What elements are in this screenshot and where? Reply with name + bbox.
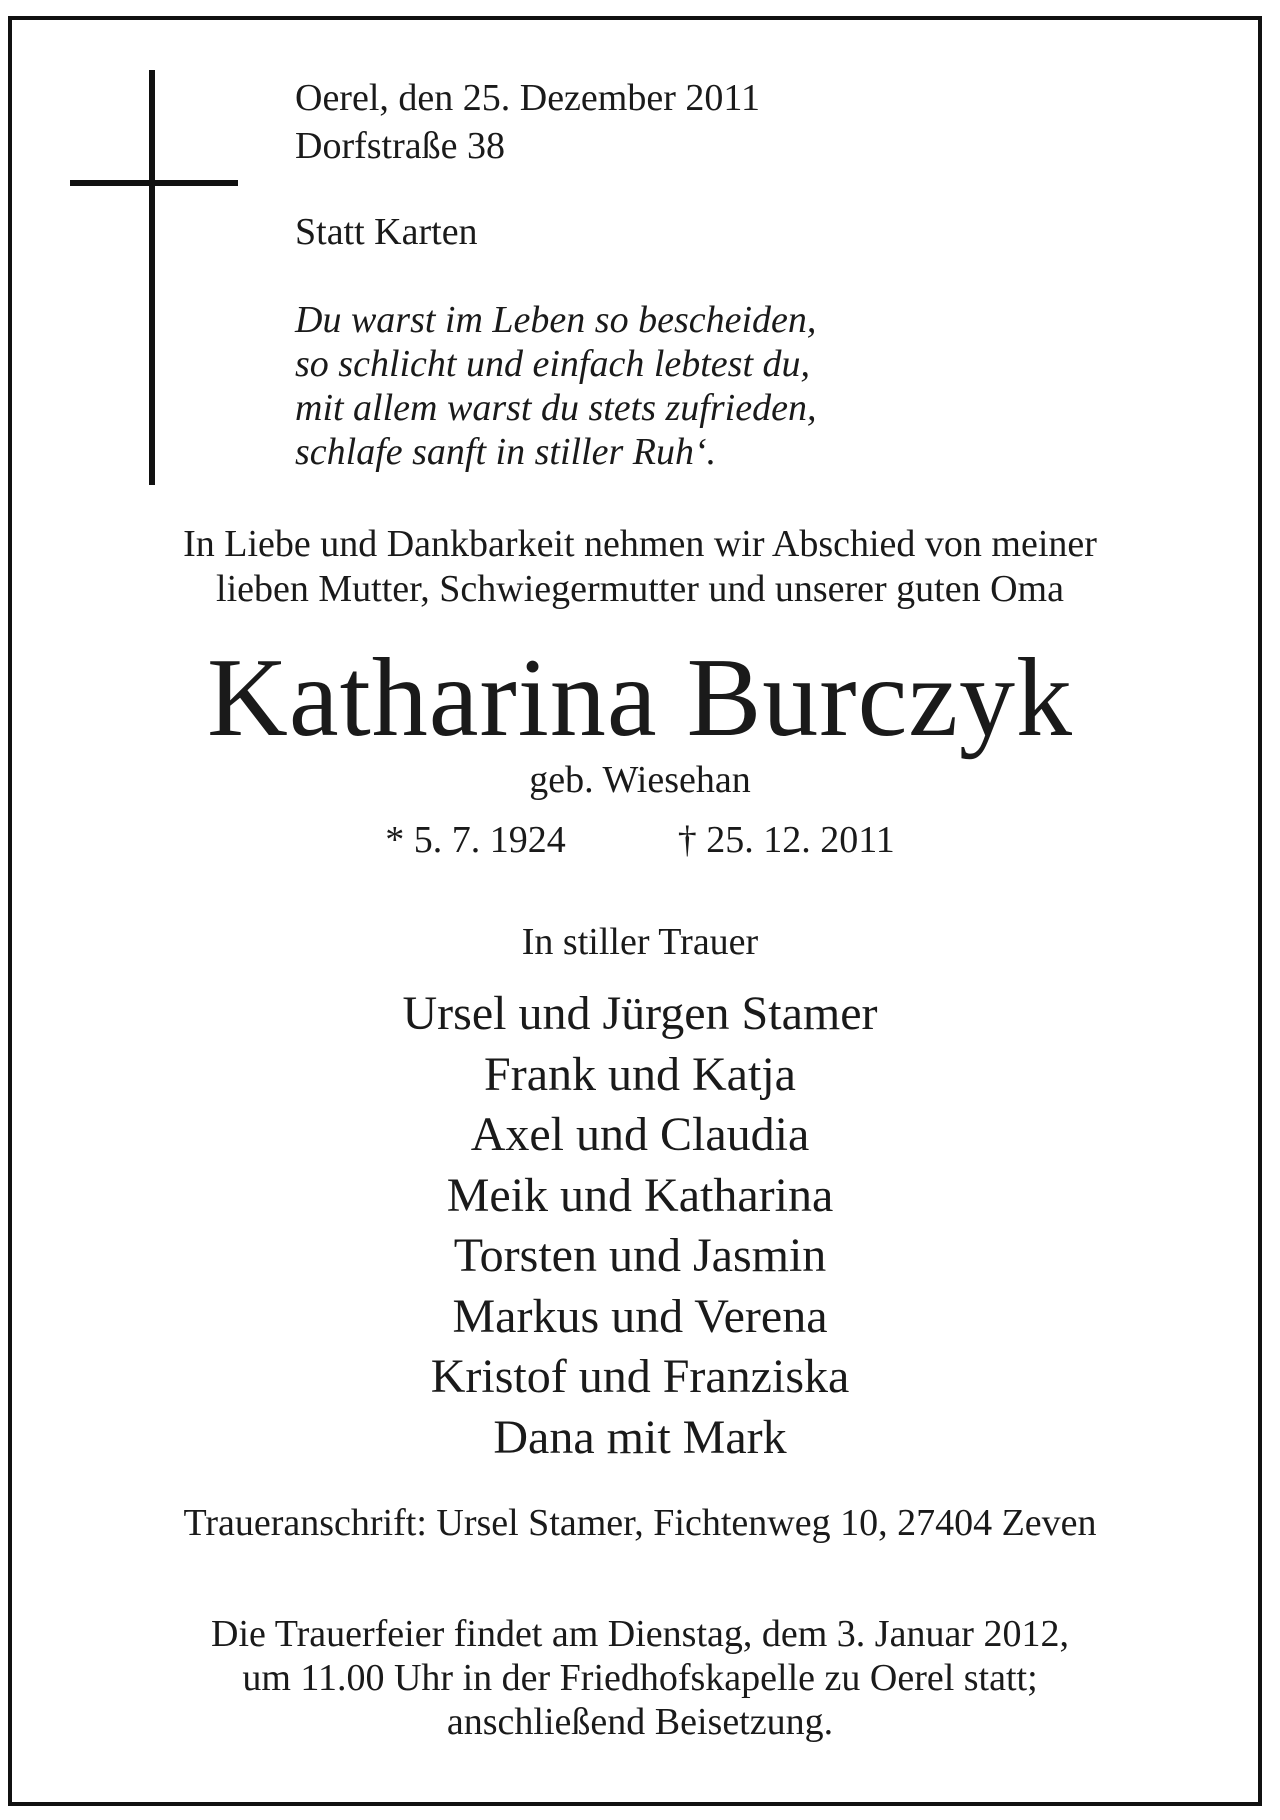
place-and-address xyxy=(295,74,760,170)
intro-text xyxy=(0,522,1280,612)
mourner-entry: Markus und Verena xyxy=(452,1289,828,1343)
place-date: Oerel, den 25. Dezember 2011 xyxy=(295,77,760,119)
ceremony-info xyxy=(0,1612,1280,1744)
mourning-address: Traueranschrift: Ursel Stamer, Fichtenweg 10, 27404 Zeven xyxy=(183,1502,1097,1544)
cross-icon xyxy=(149,70,155,485)
birth-date: * 5. 7. 1924 xyxy=(385,819,566,861)
mourning-label: In stiller Trauer xyxy=(521,921,759,963)
poem xyxy=(295,298,816,474)
poem-line: Du warst im Leben so bescheiden, xyxy=(295,299,817,341)
death-date: † 25. 12. 2011 xyxy=(677,819,895,861)
intro-line: In Liebe und Dankbarkeit nehmen wir Abschied von meiner xyxy=(183,523,1097,565)
mourner-entry: Axel und Claudia xyxy=(470,1108,810,1161)
mourner-entry: Ursel und Jürgen Stamer xyxy=(402,987,878,1040)
mourner-entry: Kristof und Franziska xyxy=(430,1350,850,1403)
mourner-entry: Frank und Katja xyxy=(484,1047,796,1101)
statt-karten: Statt Karten xyxy=(295,211,478,253)
poem-line: so schlicht und einfach lebtest du, xyxy=(295,343,811,385)
mourners-list xyxy=(0,984,1280,1468)
mourner-entry: Dana mit Mark xyxy=(493,1410,787,1464)
mourner-entry: Torsten und Jasmin xyxy=(453,1229,827,1282)
deceased-name: Katharina Burczyk xyxy=(207,636,1073,760)
ceremony-line: Die Trauerfeier findet am Dienstag, dem 3. Januar 2012, xyxy=(211,1613,1069,1655)
poem-line: mit allem warst du stets zufrieden, xyxy=(295,387,817,429)
ceremony-line: anschließend Beisetzung. xyxy=(446,1701,834,1743)
street-address: Dorfstraße 38 xyxy=(295,125,505,167)
cross-icon-crossbar xyxy=(70,180,238,186)
life-dates xyxy=(0,816,1280,864)
birth-name: geb. Wiesehan xyxy=(529,759,751,801)
intro-line: lieben Mutter, Schwiegermutter und unserer guten Oma xyxy=(216,568,1064,610)
ceremony-line: um 11.00 Uhr in der Friedhofskapelle zu Oerel statt; xyxy=(242,1657,1038,1699)
mourner-entry: Meik und Katharina xyxy=(446,1168,834,1222)
poem-line: schlafe sanft in stiller Ruh‘. xyxy=(295,431,717,473)
